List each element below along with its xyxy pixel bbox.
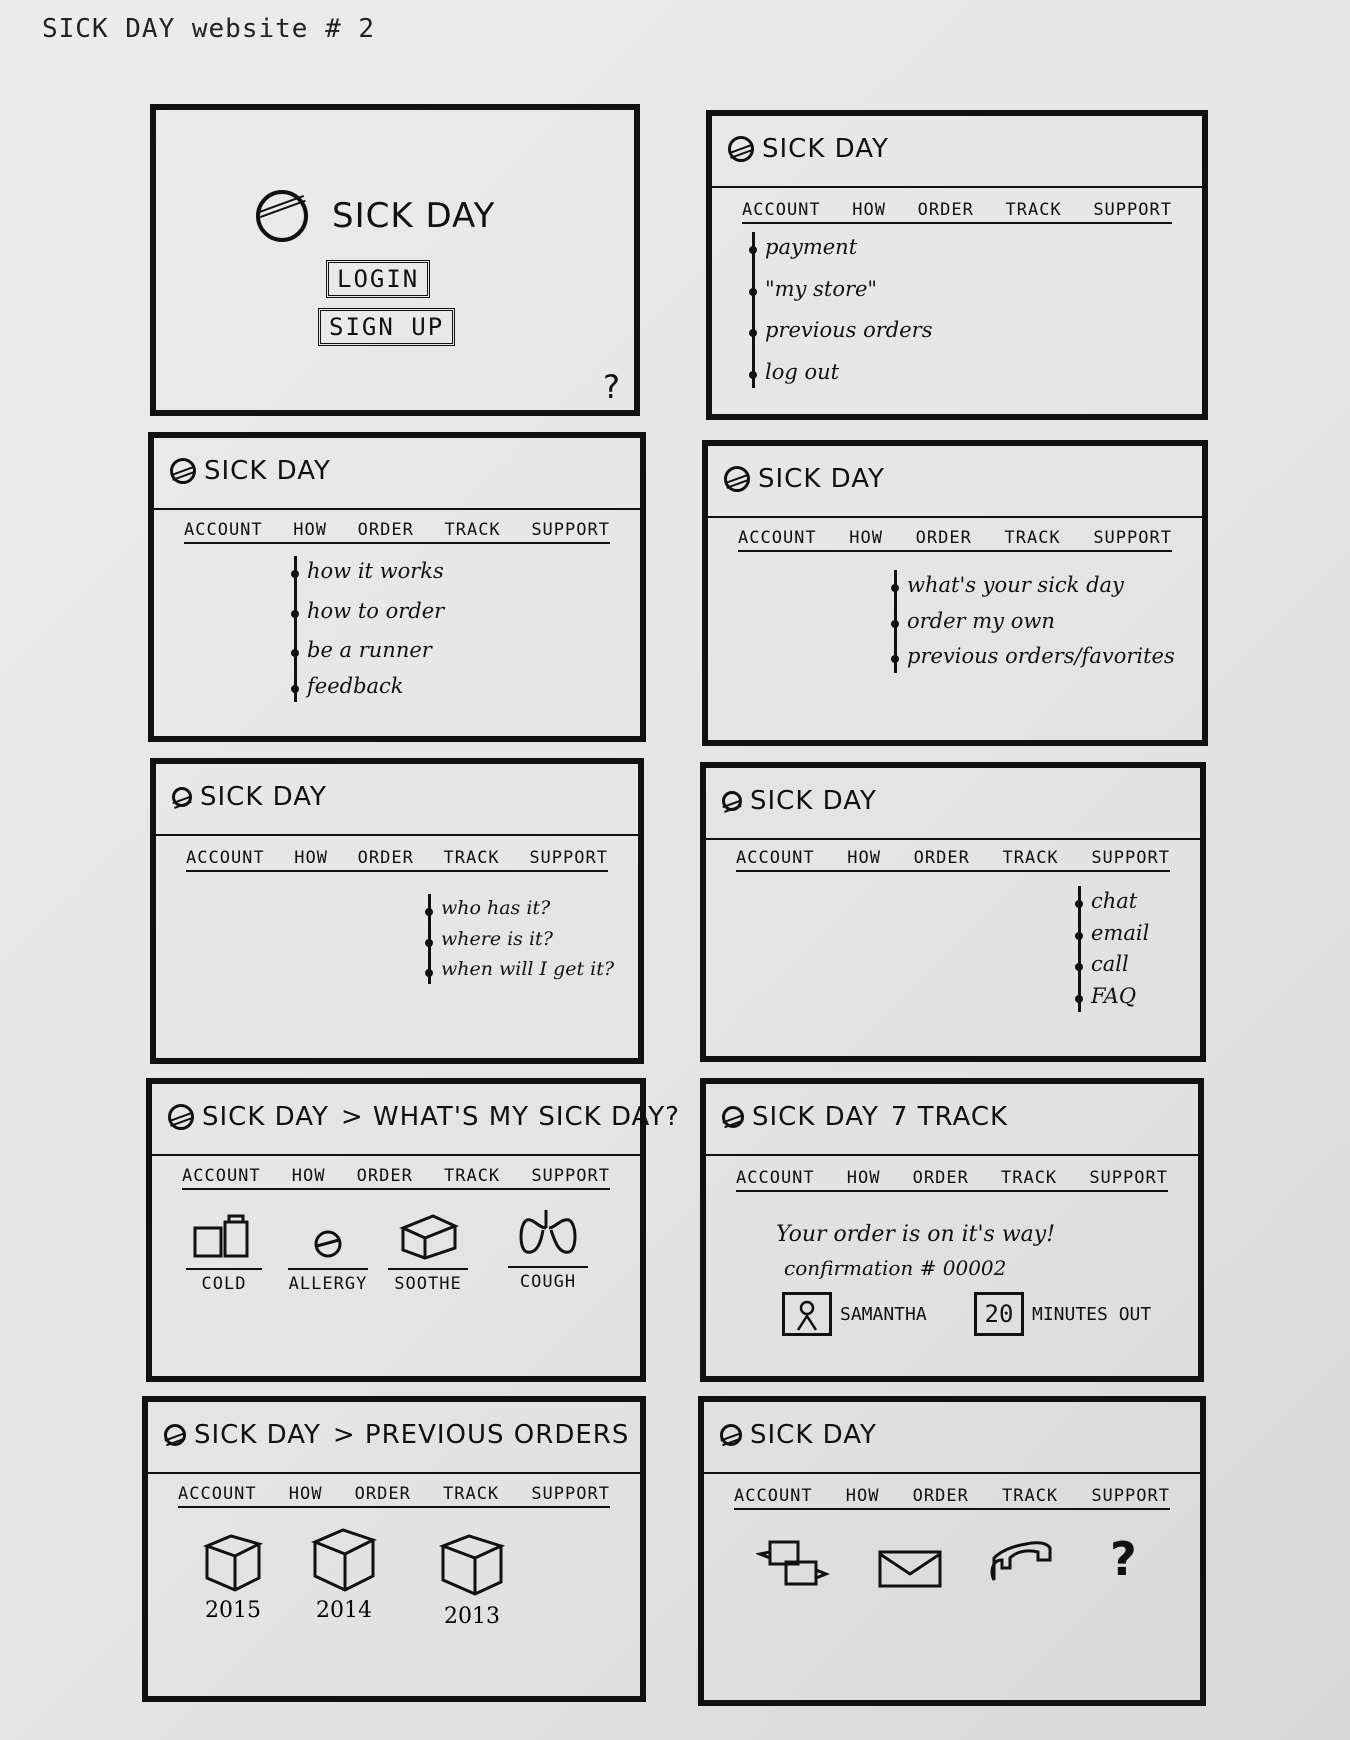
category-cough[interactable] (508, 1206, 588, 1292)
menu-item[interactable]: log out (765, 357, 932, 389)
main-nav (178, 1476, 610, 1508)
nav-order[interactable]: ORDER (357, 520, 414, 540)
category-cold[interactable] (186, 1214, 262, 1294)
order-status-text: Your order is on it's way! (776, 1222, 1056, 1247)
pill-icon (308, 1222, 348, 1260)
menu-item[interactable]: be a runner (307, 635, 444, 667)
category-allergy[interactable] (288, 1222, 368, 1294)
pill-icon (170, 458, 196, 484)
order-menu (894, 570, 1175, 673)
pill-icon (722, 791, 742, 811)
support-menu (1078, 886, 1149, 1012)
nav-order[interactable]: ORDER (357, 848, 414, 868)
menu-item[interactable]: feedback (307, 671, 444, 703)
person-icon (792, 1298, 822, 1332)
order-year-2014[interactable] (306, 1526, 382, 1623)
frame-header (712, 116, 1202, 188)
menu-item[interactable]: how to order (307, 596, 444, 628)
help-icon[interactable]: ? (603, 368, 620, 406)
brand-name: SICK DAY (758, 464, 885, 494)
menu-item[interactable]: payment (765, 232, 932, 264)
frame-header (148, 1402, 640, 1474)
year-label: 2013 (444, 1604, 500, 1629)
nav-account[interactable]: ACCOUNT (738, 528, 817, 548)
eta-minutes: 20 (974, 1292, 1024, 1336)
confirmation-number: confirmation # 00002 (784, 1256, 1007, 1280)
nav-track[interactable]: TRACK (1002, 848, 1059, 868)
nav-support[interactable]: SUPPORT (531, 520, 610, 540)
pill-icon (168, 1104, 194, 1130)
menu-item[interactable]: previous orders/favorites (907, 641, 1175, 673)
brand-logo (172, 782, 327, 812)
pill-icon (256, 190, 308, 242)
frame-support (700, 762, 1206, 1062)
frame-support-options (698, 1396, 1206, 1706)
pill-icon (728, 136, 754, 162)
menu-item[interactable]: chat (1091, 886, 1149, 918)
login-button[interactable]: LOGIN (326, 260, 430, 298)
frame-header (156, 764, 638, 836)
eta-label: MINUTES OUT (1032, 1303, 1152, 1325)
how-menu (294, 556, 444, 702)
menu-item[interactable]: when will I get it? (441, 955, 614, 984)
pill-icon (724, 466, 750, 492)
menu-item[interactable]: how it works (307, 556, 444, 588)
main-nav (734, 1478, 1170, 1510)
nav-how[interactable]: HOW (293, 520, 328, 540)
category-label: SOOTHE (388, 1268, 468, 1294)
year-label: 2015 (205, 1598, 261, 1623)
sheet-title: SICK DAY website # 2 (42, 14, 376, 44)
nav-order[interactable]: ORDER (917, 200, 974, 220)
nav-order[interactable]: ORDER (913, 848, 970, 868)
menu-item[interactable]: who has it? (441, 894, 614, 923)
box-icon (437, 1532, 507, 1600)
soothe-box-icon (393, 1208, 463, 1260)
brand-logo (722, 786, 877, 816)
brand-logo (724, 464, 885, 494)
main-nav (742, 192, 1172, 224)
breadcrumb-current: > PREVIOUS ORDERS (332, 1420, 630, 1450)
track-menu (428, 894, 614, 984)
menu-item[interactable]: previous orders (765, 315, 932, 347)
nav-order[interactable]: ORDER (356, 1166, 413, 1186)
category-label: COUGH (508, 1266, 588, 1292)
menu-item[interactable]: what's your sick day (907, 570, 1175, 602)
runner-name: SAMANTHA (840, 1303, 927, 1325)
nav-account[interactable]: ACCOUNT (186, 848, 265, 868)
nav-how[interactable]: HOW (849, 528, 884, 548)
nav-account[interactable]: ACCOUNT (736, 848, 815, 868)
frame-how (148, 432, 646, 742)
nav-how[interactable]: HOW (846, 1168, 881, 1188)
box-icon (201, 1532, 265, 1594)
frame-account (706, 110, 1208, 420)
frame-track (150, 758, 644, 1064)
nav-how[interactable]: HOW (852, 200, 887, 220)
frame-header (708, 446, 1202, 518)
frame-header (706, 768, 1200, 840)
category-soothe[interactable] (388, 1208, 468, 1294)
brand-logo (728, 134, 889, 164)
nav-order[interactable]: ORDER (915, 528, 972, 548)
main-nav (182, 1158, 610, 1190)
frame-track-status (700, 1078, 1204, 1382)
order-year-2015[interactable] (198, 1532, 268, 1623)
frame-header (704, 1402, 1200, 1474)
nav-support[interactable]: SUPPORT (1091, 848, 1170, 868)
menu-item[interactable]: email (1091, 918, 1149, 950)
nav-account[interactable]: ACCOUNT (742, 200, 821, 220)
brand-name: SICK DAY (204, 456, 331, 486)
nav-track[interactable]: TRACK (1000, 1168, 1058, 1188)
menu-item[interactable]: where is it? (441, 925, 614, 954)
nav-track[interactable]: TRACK (1004, 528, 1061, 548)
nav-how[interactable]: HOW (291, 1166, 326, 1186)
nav-how[interactable]: HOW (294, 848, 329, 868)
frame-header (154, 438, 640, 510)
nav-order[interactable]: ORDER (912, 1486, 969, 1506)
pill-icon (172, 787, 192, 807)
frame-header (706, 1084, 1198, 1156)
menu-item[interactable]: "my store" (765, 274, 932, 306)
breadcrumb (168, 1102, 680, 1132)
nav-support[interactable]: SUPPORT (1093, 200, 1172, 220)
eta-info (974, 1292, 1151, 1336)
nav-track[interactable]: TRACK (443, 848, 500, 868)
nav-track[interactable]: TRACK (442, 1484, 500, 1504)
main-nav (736, 840, 1170, 872)
nav-order[interactable]: ORDER (912, 1168, 969, 1188)
nav-support[interactable]: SUPPORT (531, 1484, 610, 1504)
pill-icon (164, 1424, 186, 1446)
category-label: ALLERGY (288, 1268, 368, 1294)
nav-support[interactable]: SUPPORT (1093, 528, 1172, 548)
nav-how[interactable]: HOW (845, 1486, 880, 1506)
runner-info (782, 1292, 927, 1336)
nav-account[interactable]: ACCOUNT (736, 1168, 815, 1188)
category-label: COLD (186, 1268, 262, 1294)
brand-logo (720, 1420, 877, 1450)
brand-logo (256, 190, 495, 242)
order-year-2013[interactable] (434, 1532, 510, 1629)
brand-name: SICK DAY (762, 134, 889, 164)
brand-name: SICK DAY (332, 196, 496, 236)
menu-item[interactable]: FAQ (1091, 981, 1149, 1013)
nav-how[interactable]: HOW (288, 1484, 323, 1504)
nav-account[interactable]: ACCOUNT (182, 1166, 261, 1186)
brand-name: SICK DAY (752, 1102, 879, 1132)
year-label: 2014 (316, 1598, 372, 1623)
brand-name: SICK DAY (200, 782, 327, 812)
account-menu (752, 232, 932, 388)
menu-item[interactable]: call (1091, 949, 1149, 981)
main-nav (738, 520, 1172, 552)
main-nav (736, 1160, 1168, 1192)
nav-support[interactable]: SUPPORT (529, 848, 608, 868)
breadcrumb (164, 1420, 629, 1450)
box-icon (309, 1526, 379, 1594)
pill-icon (720, 1424, 742, 1446)
brand-name: SICK DAY (202, 1102, 329, 1132)
breadcrumb-current: > WHAT'S MY SICK DAY? (340, 1102, 680, 1132)
main-nav (186, 840, 608, 872)
frame-login (150, 104, 640, 416)
nav-support[interactable]: SUPPORT (531, 1166, 610, 1186)
phone-icon[interactable] (986, 1536, 1056, 1586)
nav-track[interactable]: TRACK (444, 520, 501, 540)
nav-order[interactable]: ORDER (354, 1484, 411, 1504)
nav-how[interactable]: HOW (847, 848, 882, 868)
nav-account[interactable]: ACCOUNT (734, 1486, 813, 1506)
signup-button[interactable]: SIGN UP (318, 308, 455, 346)
nav-account[interactable]: ACCOUNT (178, 1484, 257, 1504)
frame-previous-orders (142, 1396, 646, 1702)
brand-name: SICK DAY (750, 786, 877, 816)
frame-header (152, 1084, 680, 1156)
nav-support[interactable]: SUPPORT (1091, 1486, 1170, 1506)
nav-track[interactable]: TRACK (443, 1166, 501, 1186)
pill-icon (722, 1106, 744, 1128)
brand-logo (170, 456, 331, 486)
nav-account[interactable]: ACCOUNT (184, 520, 263, 540)
nav-track[interactable]: TRACK (1005, 200, 1062, 220)
faq-icon[interactable]: ? (1110, 1532, 1137, 1586)
main-nav (184, 512, 610, 544)
cold-medicine-icon (189, 1214, 259, 1260)
lungs-icon (513, 1206, 583, 1258)
brand-name: SICK DAY (194, 1420, 321, 1450)
chat-icon[interactable] (756, 1538, 832, 1592)
breadcrumb-current: 7 TRACK (890, 1102, 1009, 1132)
nav-track[interactable]: TRACK (1001, 1486, 1059, 1506)
brand-name: SICK DAY (750, 1420, 877, 1450)
frame-order (702, 440, 1208, 746)
avatar (782, 1292, 832, 1336)
email-icon[interactable] (876, 1548, 946, 1592)
breadcrumb (722, 1102, 1008, 1132)
frame-whats-my-sick-day (146, 1078, 680, 1382)
nav-support[interactable]: SUPPORT (1089, 1168, 1168, 1188)
menu-item[interactable]: order my own (907, 606, 1175, 638)
